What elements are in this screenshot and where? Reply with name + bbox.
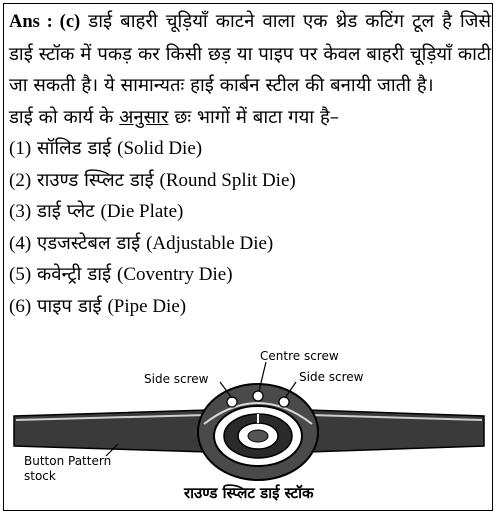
item-number: (1)	[9, 138, 32, 159]
definition-text: डाई बाहरी चूड़ियाँ काटने वाला एक थ्रेड कटिंग टूल है जिसे डाई स्टॉक में पकड़ कर किसी छड़ या पाइप पर केवल बाहरी चूड़ियाँ काटी जा सकती है। ये सामान्यतः हाई कार्बन स्टील की बनायी जाती है।	[9, 11, 491, 96]
list-item	[9, 259, 491, 291]
paragraph-definition	[9, 6, 491, 102]
item-english: (Adjustable Die)	[146, 232, 274, 254]
item-english: (Pipe Die)	[107, 295, 187, 317]
list-item	[9, 196, 491, 228]
centre-screw-label: Centre screw	[260, 349, 339, 363]
stock-label: stock	[24, 469, 56, 483]
button-pattern-label: Button Pattern	[24, 454, 112, 468]
list-item	[9, 133, 491, 165]
item-english: (Coventry Die)	[117, 264, 233, 285]
die-stock-figure	[8, 344, 490, 510]
answer-prefix: Ans : (c)	[9, 12, 81, 32]
figure-caption: राउण्ड स्प्लिट डाई स्टॉक	[184, 484, 314, 502]
list-item	[9, 165, 491, 197]
item-english: (Round Split Die)	[159, 169, 296, 191]
item-number: (6)	[9, 295, 32, 317]
item-hindi: सॉलिड डाई	[37, 138, 112, 159]
item-english: (Solid Die)	[117, 138, 203, 159]
list-item	[9, 228, 491, 260]
list-item	[9, 291, 491, 323]
answer-text	[9, 6, 491, 322]
item-hindi: राउण्ड स्प्लिट डाई	[37, 169, 154, 191]
item-number: (5)	[9, 264, 32, 285]
item-number: (4)	[9, 232, 32, 254]
paragraph-classification	[9, 102, 491, 134]
side-screw-right-mark	[279, 397, 289, 407]
side-screw-right-label: Side screw	[299, 370, 364, 384]
item-hindi: डाई प्लेट	[37, 201, 95, 222]
classification-end: छः भागों में बाटा गया है–	[168, 106, 340, 128]
item-english: (Die Plate)	[100, 201, 184, 222]
side-screw-left-mark	[227, 397, 237, 407]
classification-underlined: अनुसार	[119, 106, 169, 128]
item-number: (2)	[9, 169, 32, 191]
item-hindi: एडजस्टेबल डाई	[37, 232, 141, 254]
side-screw-left-label: Side screw	[144, 372, 209, 386]
item-hindi: कवेन्ट्री डाई	[37, 264, 112, 285]
item-number: (3)	[9, 201, 32, 222]
centre-screw-mark	[253, 391, 263, 401]
classification-start: डाई को कार्य के	[9, 106, 120, 128]
item-hindi: पाइप डाई	[37, 295, 102, 317]
